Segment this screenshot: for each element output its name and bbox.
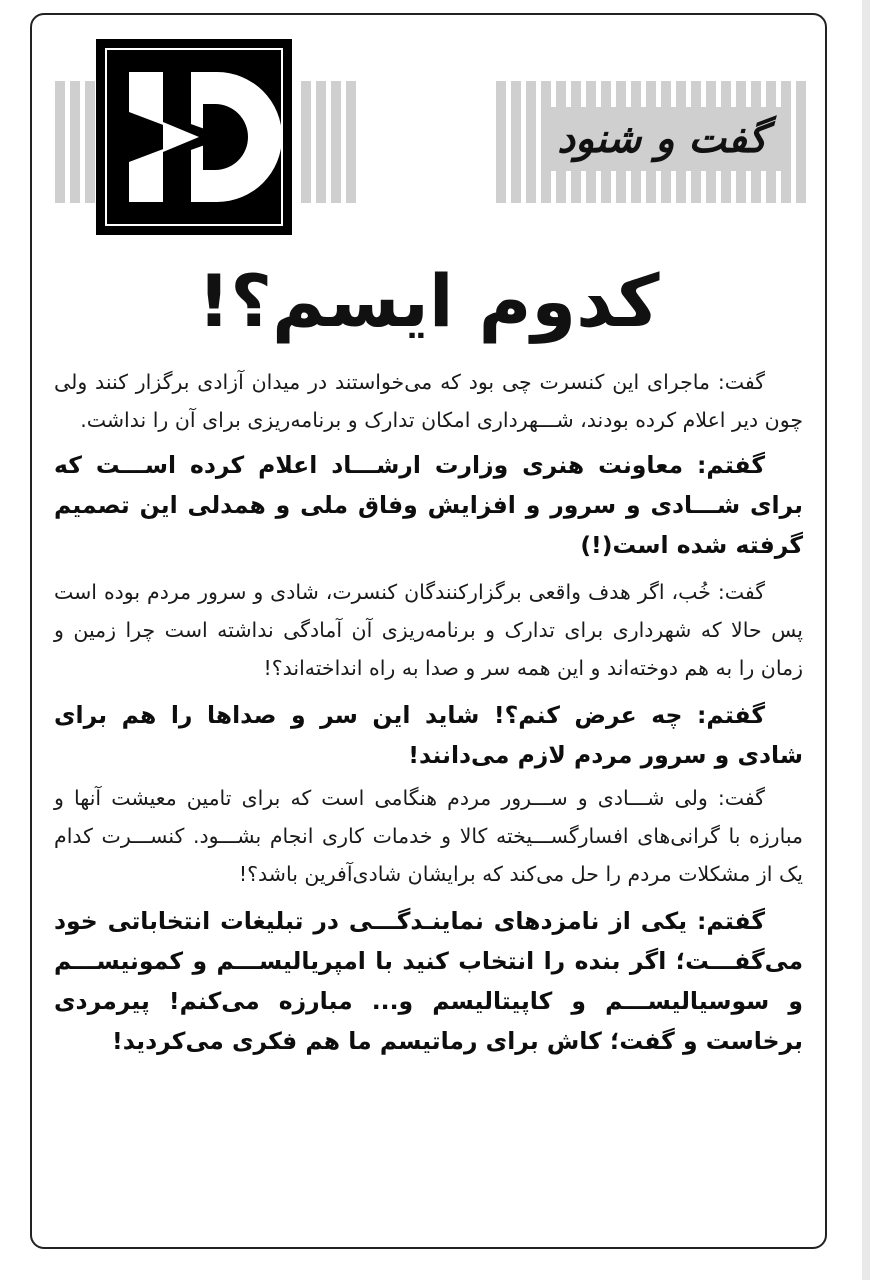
header-band-middle xyxy=(298,81,356,203)
paragraph-said-1: گفت: ماجرای این کنسرت چی بود که می‌خواستند در میدان آزادی برگزار کنند ولی چون دیر اعلام کرده بودند، شـــهرداری امکان تدارک و برنامه‌ریزی برای آن را نداشت. xyxy=(54,370,803,432)
article-frame xyxy=(30,13,827,1249)
paragraph-replied-3: گفتم: یکی از نامزدهای نماینـدگـــی در تبلیغات انتخاباتی خود می‌گفـــت؛ اگر بنده را انتخاب کنید با امپریالیســـم و کمونیســـم و سوسیالیســـم و کاپیتالیسم و... مبارزه می‌کنم! پیرمردی برخاست و گفت؛ کاش برای رماتیسم ما هم فکری می‌کردید! xyxy=(54,907,803,1055)
logo-glyph-icon xyxy=(99,42,289,232)
column-name: گفت و شنود xyxy=(543,107,781,171)
paragraph-said-2: گفت: خُب، اگر هدف واقعی برگزارکنندگان کنسرت، شادی و سرور مردم بوده است پس حالا که شهرداری برای تدارک و برنامه‌ریزی آن آمادگی نداشته است چرا زمین و زمان را به هم دوخته‌اند و این همه سر و صدا به راه انداخته‌اند؟! xyxy=(54,580,803,680)
paragraph-replied-1: گفتم: معاونت هنری وزارت ارشـــاد اعلام کرده اســـت که برای شـــادی و سرور و افزایش وفاق ملی و همدلی این تصمیم گرفته شده است(!) xyxy=(54,451,803,559)
paragraph-said-3: گفت: ولی شـــادی و ســـرور مردم هنگامی است که برای تامین معیشت آنها و مبارزه با گرانی‌های افسارگســـیخته کالا و خدمات کاری انجام بشـــود. کنســـرت کدام یک از مشکلات مردم را حل می‌کند که برایشان شادی‌آفرین باشد؟! xyxy=(54,786,803,886)
column-logo-icon xyxy=(96,39,292,235)
article-body xyxy=(54,363,803,1061)
page-edge-shadow xyxy=(862,0,870,1280)
article-title: کدوم ایسم؟! xyxy=(197,259,660,343)
paragraph-replied-2: گفتم: چه عرض کنم؟! شاید این سر و صداها را هم برای شادی و سرور مردم لازم می‌دانند! xyxy=(54,701,803,769)
